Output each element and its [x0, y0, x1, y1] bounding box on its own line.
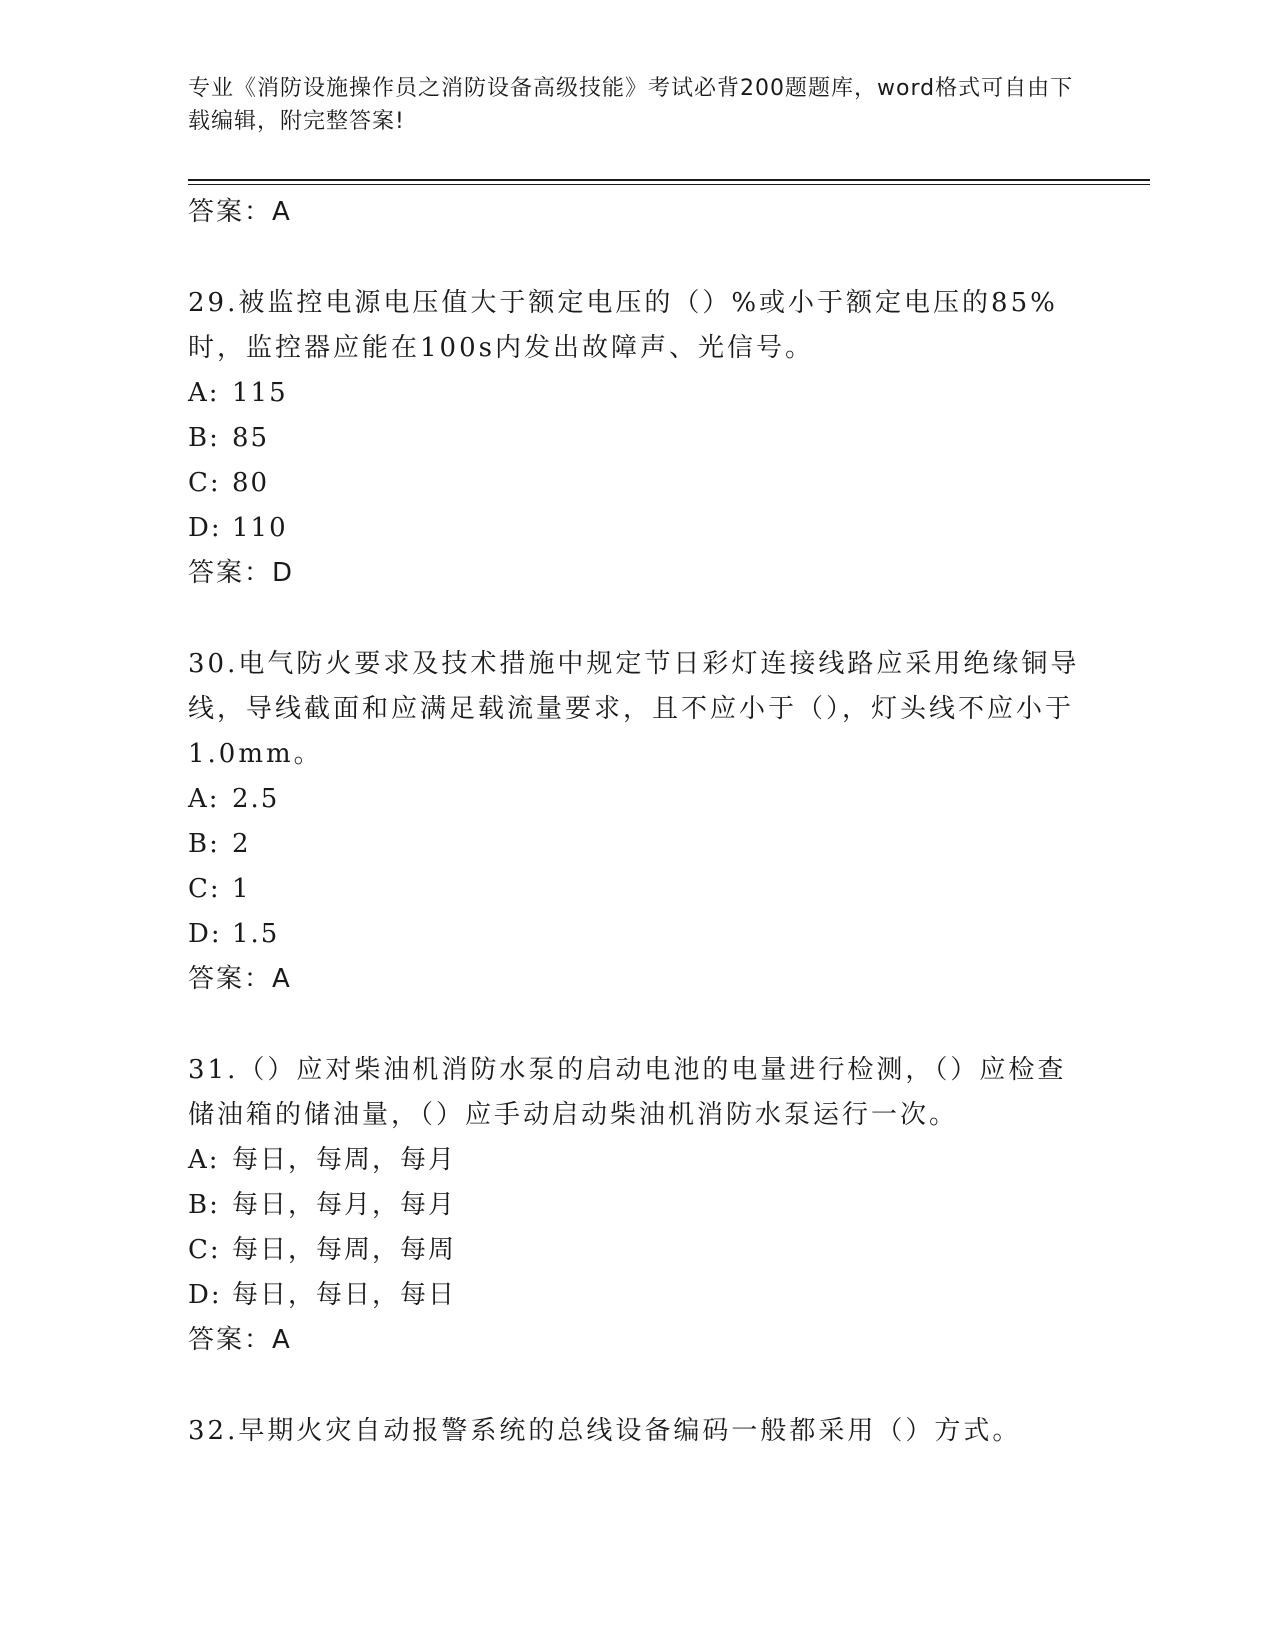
option-label: B: [188, 423, 220, 453]
option-label: A: [188, 1145, 220, 1175]
question-block-31 [188, 1048, 1088, 1363]
option-label: C: [188, 1235, 221, 1265]
option-c [188, 1228, 1088, 1273]
option-d [188, 1273, 1088, 1318]
answer-line: 答案：A [188, 1325, 292, 1355]
option-text: 110 [232, 513, 288, 543]
question-list [188, 190, 1088, 1454]
option-label: A: [188, 784, 220, 814]
option-label: A: [188, 378, 220, 408]
question-stem: 32.早期火灾自动报警系统的总线设备编码一般都采用（）方式。 [188, 1416, 1022, 1446]
option-text: 每日，每日，每日 [232, 1280, 457, 1310]
option-label: B: [188, 829, 220, 859]
answer-line: 答案：A [188, 197, 292, 227]
document-header: 专业《消防设施操作员之消防设备高级技能》考试必背200题题库，word格式可自由下载编辑，附完整答案! [188, 76, 1074, 134]
option-text: 85 [232, 423, 270, 453]
answer-line: 答案：D [188, 558, 295, 588]
option-label: B: [188, 1190, 220, 1220]
option-label: C: [188, 874, 221, 904]
option-c [188, 867, 1088, 912]
option-text: 每日，每周，每月 [232, 1145, 457, 1175]
question-gap [188, 1002, 1088, 1048]
question-gap [188, 1363, 1088, 1409]
question-block-29 [188, 281, 1088, 596]
option-text: 115 [232, 378, 288, 408]
option-c [188, 461, 1088, 506]
option-b [188, 1183, 1088, 1228]
option-text: 1 [232, 874, 251, 904]
option-label: C: [188, 468, 221, 498]
option-text: 1.5 [232, 919, 280, 949]
option-b [188, 822, 1088, 867]
option-b [188, 416, 1088, 461]
question-block-30 [188, 642, 1088, 1002]
answer-line: 答案：A [188, 964, 292, 994]
question-stem: 31.（）应对柴油机消防水泵的启动电池的电量进行检测，（）应检查储油箱的储油量，（）应手动启动柴油机消防水泵运行一次。 [188, 1055, 1067, 1130]
option-text: 80 [232, 468, 270, 498]
option-text: 每日，每月，每月 [232, 1190, 457, 1220]
question-gap [188, 596, 1088, 642]
option-text: 2.5 [232, 784, 280, 814]
option-label: D: [188, 513, 222, 543]
question-stem: 29.被监控电源电压值大于额定电压的（）%或小于额定电压的85%时，监控器应能在100s内发出故障声、光信号。 [188, 288, 1058, 363]
header-divider-thick [188, 179, 1150, 181]
option-label: D: [188, 919, 222, 949]
option-text: 2 [232, 829, 251, 859]
option-d [188, 912, 1088, 957]
option-a [188, 371, 1088, 416]
header-divider-thin [188, 184, 1150, 185]
question-stem: 30.电气防火要求及技术措施中规定节日彩灯连接线路应采用绝缘铜导线，导线截面和应满足载流量要求，且不应小于（），灯头线不应小于1.0mm。 [188, 649, 1080, 769]
option-label: D: [188, 1280, 222, 1310]
option-a [188, 777, 1088, 822]
question-gap [188, 235, 1088, 281]
option-d [188, 506, 1088, 551]
question-block-32 [188, 1409, 1088, 1454]
option-a [188, 1138, 1088, 1183]
option-text: 每日，每周，每周 [232, 1235, 457, 1265]
